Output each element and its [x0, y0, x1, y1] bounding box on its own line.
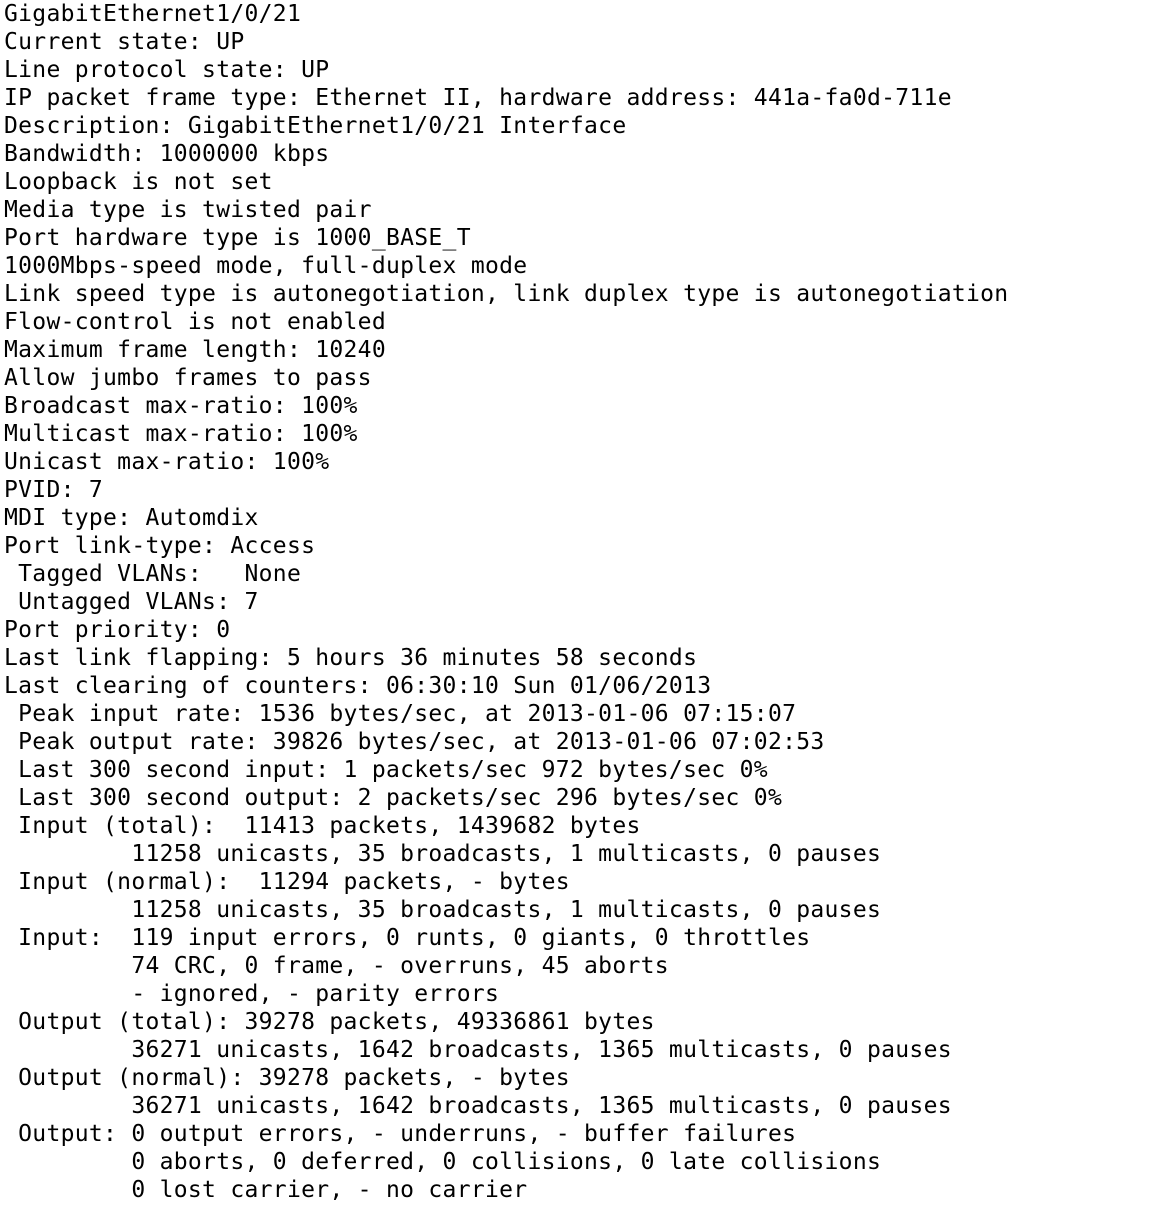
output-total-line: Output (total): 39278 packets, 49336861 bytes: [4, 1009, 655, 1035]
description-line: Description: GigabitEthernet1/0/21 Interface: [4, 113, 627, 139]
output-errors-line: Output: 0 output errors, - underruns, - buffer failures: [4, 1121, 797, 1147]
last-clearing-counters-line: Last clearing of counters: 06:30:10 Sun 01/06/2013: [4, 673, 712, 699]
output-normal-detail-line: 36271 unicasts, 1642 broadcasts, 1365 multicasts, 0 pauses: [4, 1093, 952, 1119]
input-total-detail-line: 11258 unicasts, 35 broadcasts, 1 multicasts, 0 pauses: [4, 841, 882, 867]
current-state-line: Current state: UP: [4, 29, 245, 55]
port-link-type-line: Port link-type: Access: [4, 533, 316, 559]
output-normal-line: Output (normal): 39278 packets, - bytes: [4, 1065, 570, 1091]
jumbo-frames-line: Allow jumbo frames to pass: [4, 365, 372, 391]
bandwidth-line: Bandwidth: 1000000 kbps: [4, 141, 330, 167]
last-300-input-line: Last 300 second input: 1 packets/sec 972 bytes/sec 0%: [4, 757, 768, 783]
loopback-line: Loopback is not set: [4, 169, 273, 195]
input-normal-detail-line: 11258 unicasts, 35 broadcasts, 1 multicasts, 0 pauses: [4, 897, 882, 923]
unicast-ratio-line: Unicast max-ratio: 100%: [4, 449, 330, 475]
input-total-line: Input (total): 11413 packets, 1439682 bytes: [4, 813, 641, 839]
last-link-flapping-line: Last link flapping: 5 hours 36 minutes 58 seconds: [4, 645, 698, 671]
output-aborts-line: 0 aborts, 0 deferred, 0 collisions, 0 late collisions: [4, 1149, 882, 1175]
untagged-vlans-line: Untagged VLANs: 7: [4, 589, 259, 615]
input-errors-line: Input: 119 input errors, 0 runts, 0 giants, 0 throttles: [4, 925, 811, 951]
peak-input-rate-line: Peak input rate: 1536 bytes/sec, at 2013-01-06 07:15:07: [4, 701, 797, 727]
media-type-line: Media type is twisted pair: [4, 197, 372, 223]
output-carrier-line: 0 lost carrier, - no carrier: [4, 1177, 528, 1203]
link-speed-type-line: Link speed type is autonegotiation, link duplex type is autonegotiation: [4, 281, 1009, 307]
input-crc-line: 74 CRC, 0 frame, - overruns, 45 aborts: [4, 953, 669, 979]
mdi-type-line: MDI type: Automdix: [4, 505, 259, 531]
pvid-line: PVID: 7: [4, 477, 104, 503]
line-protocol-state-line: Line protocol state: UP: [4, 57, 330, 83]
broadcast-ratio-line: Broadcast max-ratio: 100%: [4, 393, 358, 419]
multicast-ratio-line: Multicast max-ratio: 100%: [4, 421, 358, 447]
tagged-vlans-line: Tagged VLANs: None: [4, 561, 302, 587]
interface-name-line: GigabitEthernet1/0/21: [4, 1, 302, 27]
speed-duplex-mode-line: 1000Mbps-speed mode, full-duplex mode: [4, 253, 528, 279]
peak-output-rate-line: Peak output rate: 39826 bytes/sec, at 2013-01-06 07:02:53: [4, 729, 825, 755]
output-total-detail-line: 36271 unicasts, 1642 broadcasts, 1365 multicasts, 0 pauses: [4, 1037, 952, 1063]
input-normal-line: Input (normal): 11294 packets, - bytes: [4, 869, 570, 895]
last-300-output-line: Last 300 second output: 2 packets/sec 296 bytes/sec 0%: [4, 785, 783, 811]
max-frame-length-line: Maximum frame length: 10240: [4, 337, 386, 363]
frame-type-line: IP packet frame type: Ethernet II, hardware address: 441a-fa0d-711e: [4, 85, 952, 111]
flow-control-line: Flow-control is not enabled: [4, 309, 386, 335]
port-priority-line: Port priority: 0: [4, 617, 231, 643]
input-ignored-line: - ignored, - parity errors: [4, 981, 500, 1007]
port-hardware-type-line: Port hardware type is 1000_BASE_T: [4, 225, 471, 251]
